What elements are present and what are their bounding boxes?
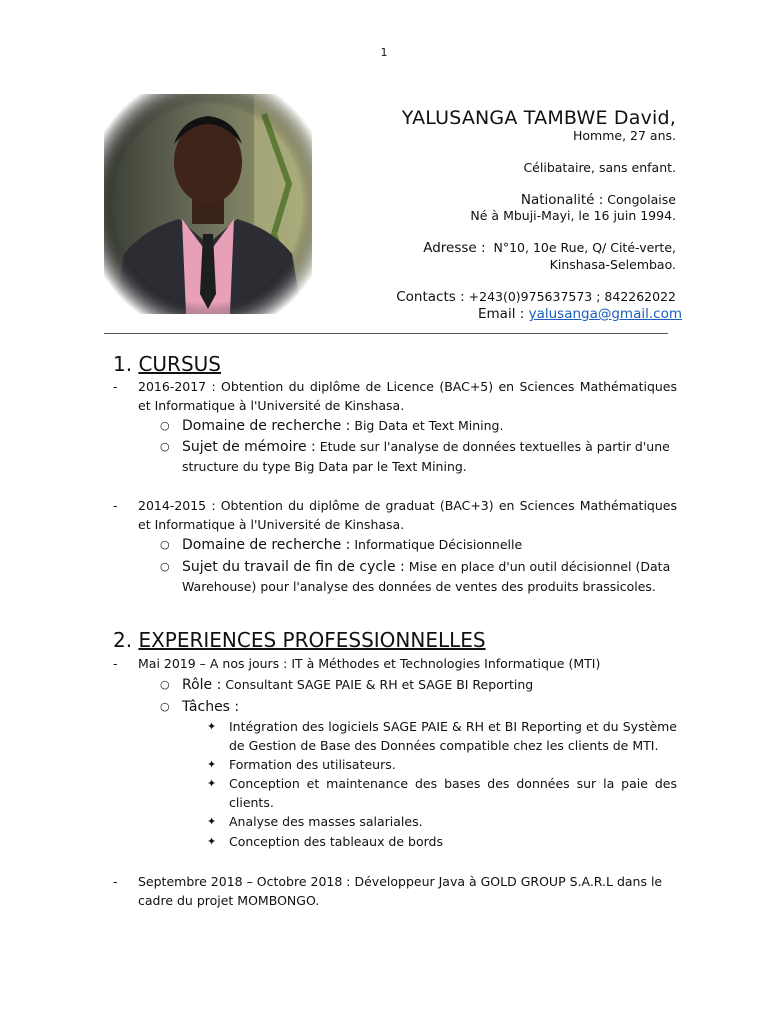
email [478, 305, 682, 323]
dash-bullet: - [113, 379, 118, 394]
task-item [207, 756, 677, 775]
sub-item-value: Big Data et Text Mining. [354, 418, 504, 433]
task-item [207, 813, 677, 832]
task-item [207, 833, 677, 852]
tasks-label: Tâches : [182, 699, 240, 715]
section-number: 1. [113, 352, 133, 376]
task-text: Conception et maintenance des bases des données sur la paie des clients. [229, 776, 677, 810]
experience-role [160, 675, 682, 695]
email-label: Email : [478, 306, 525, 322]
dash-bullet: - [113, 498, 118, 513]
profile-photo [104, 94, 312, 314]
email-link[interactable]: yalusanga@gmail.com [528, 306, 682, 322]
address-line2: Kinshasa-Selembao. [549, 257, 676, 272]
task-text: Intégration des logiciels SAGE PAIE & RH et BI Reporting et du Système de Gestion de Base des Données compatible chez les clients de MTI. [229, 719, 677, 753]
sub-item-label: Sujet du travail de fin de cycle : [182, 559, 405, 575]
circle-bullet-icon: ○ [160, 538, 170, 551]
cursus-sub-item [160, 437, 677, 477]
task-item [207, 775, 677, 812]
nationality-label: Nationalité : [520, 192, 604, 208]
section-cursus-heading [113, 352, 221, 376]
star-bullet-icon: ✦ [207, 777, 217, 790]
star-bullet-icon: ✦ [207, 758, 217, 771]
dash-bullet: - [113, 874, 118, 889]
list-item-text: Mai 2019 – A nos jours : IT à Méthodes et Technologies Informatique (MTI) [138, 656, 601, 671]
address-label: Adresse : [423, 240, 486, 256]
experience-item-gold-group [113, 873, 677, 910]
cursus-item-graduat [113, 497, 677, 534]
section-title: CURSUS [138, 352, 221, 376]
circle-bullet-icon: ○ [160, 419, 170, 432]
star-bullet-icon: ✦ [207, 720, 217, 733]
contacts-label: Contacts : [396, 289, 465, 305]
list-item-text: 2014-2015 : Obtention du diplôme de graduat (BAC+3) en Sciences Mathématiques et Informatique à l'Université de Kinshasa. [138, 498, 677, 532]
list-item-text: Septembre 2018 – Octobre 2018 : Développeur Java à GOLD GROUP S.A.R.L dans le cadre du projet MOMBONGO. [138, 874, 663, 908]
sub-item-value: Etude sur l'analyse de données textuelles à partir d'une structure du type Big Data par le Text Mining. [182, 439, 670, 474]
page-number: 1 [380, 46, 388, 59]
header-divider [104, 333, 668, 334]
cursus-sub-item [160, 416, 682, 436]
list-item-text: 2016-2017 : Obtention du diplôme de Licence (BAC+5) en Sciences Mathématiques et Informatique à l'Université de Kinshasa. [138, 379, 677, 413]
circle-bullet-icon: ○ [160, 678, 170, 691]
circle-bullet-icon: ○ [160, 700, 170, 713]
cursus-item-licence [113, 378, 677, 415]
experience-tasks [160, 697, 682, 717]
cursus-sub-item [160, 535, 682, 555]
section-number: 2. [113, 628, 133, 652]
sub-item-value: Mise en place d'un outil décisionnel (Data Warehouse) pour l'analyse des données de ventes des produits brassicoles. [182, 559, 671, 594]
task-text: Formation des utilisateurs. [229, 757, 396, 772]
birth-info: Né à Mbuji-Mayi, le 16 juin 1994. [470, 208, 676, 223]
cursus-sub-item [160, 557, 677, 597]
sub-item-value: Informatique Décisionnelle [354, 537, 523, 552]
contacts-value: +243(0)975637573 ; 842262022 [468, 289, 676, 304]
sub-item-label: Domaine de recherche : [182, 537, 351, 553]
contacts [396, 289, 676, 305]
star-bullet-icon: ✦ [207, 815, 217, 828]
sub-item-label: Sujet de mémoire : [182, 439, 316, 455]
task-text: Analyse des masses salariales. [229, 814, 423, 829]
star-bullet-icon: ✦ [207, 835, 217, 848]
address-line1 [423, 240, 676, 256]
nationality [521, 192, 676, 208]
section-title: EXPERIENCES PROFESSIONNELLES [138, 628, 486, 652]
address-value: N°10, 10e Rue, Q/ Cité-verte, [493, 240, 676, 255]
marital-status: Célibataire, sans enfant. [523, 160, 676, 175]
candidate-name: YALUSANGA TAMBWE David, [401, 107, 676, 129]
section-experiences-heading [113, 628, 486, 652]
task-item [207, 718, 677, 755]
role-value: Consultant SAGE PAIE & RH et SAGE BI Reporting [225, 677, 534, 692]
nationality-value: Congolaise [607, 192, 676, 207]
role-label: Rôle : [182, 677, 222, 693]
sex-age: Homme, 27 ans. [573, 128, 676, 143]
task-text: Conception des tableaux de bords [229, 834, 443, 849]
experience-item-mti [113, 655, 677, 674]
dash-bullet: - [113, 656, 118, 671]
sub-item-label: Domaine de recherche : [182, 418, 351, 434]
circle-bullet-icon: ○ [160, 440, 170, 453]
circle-bullet-icon: ○ [160, 560, 170, 573]
